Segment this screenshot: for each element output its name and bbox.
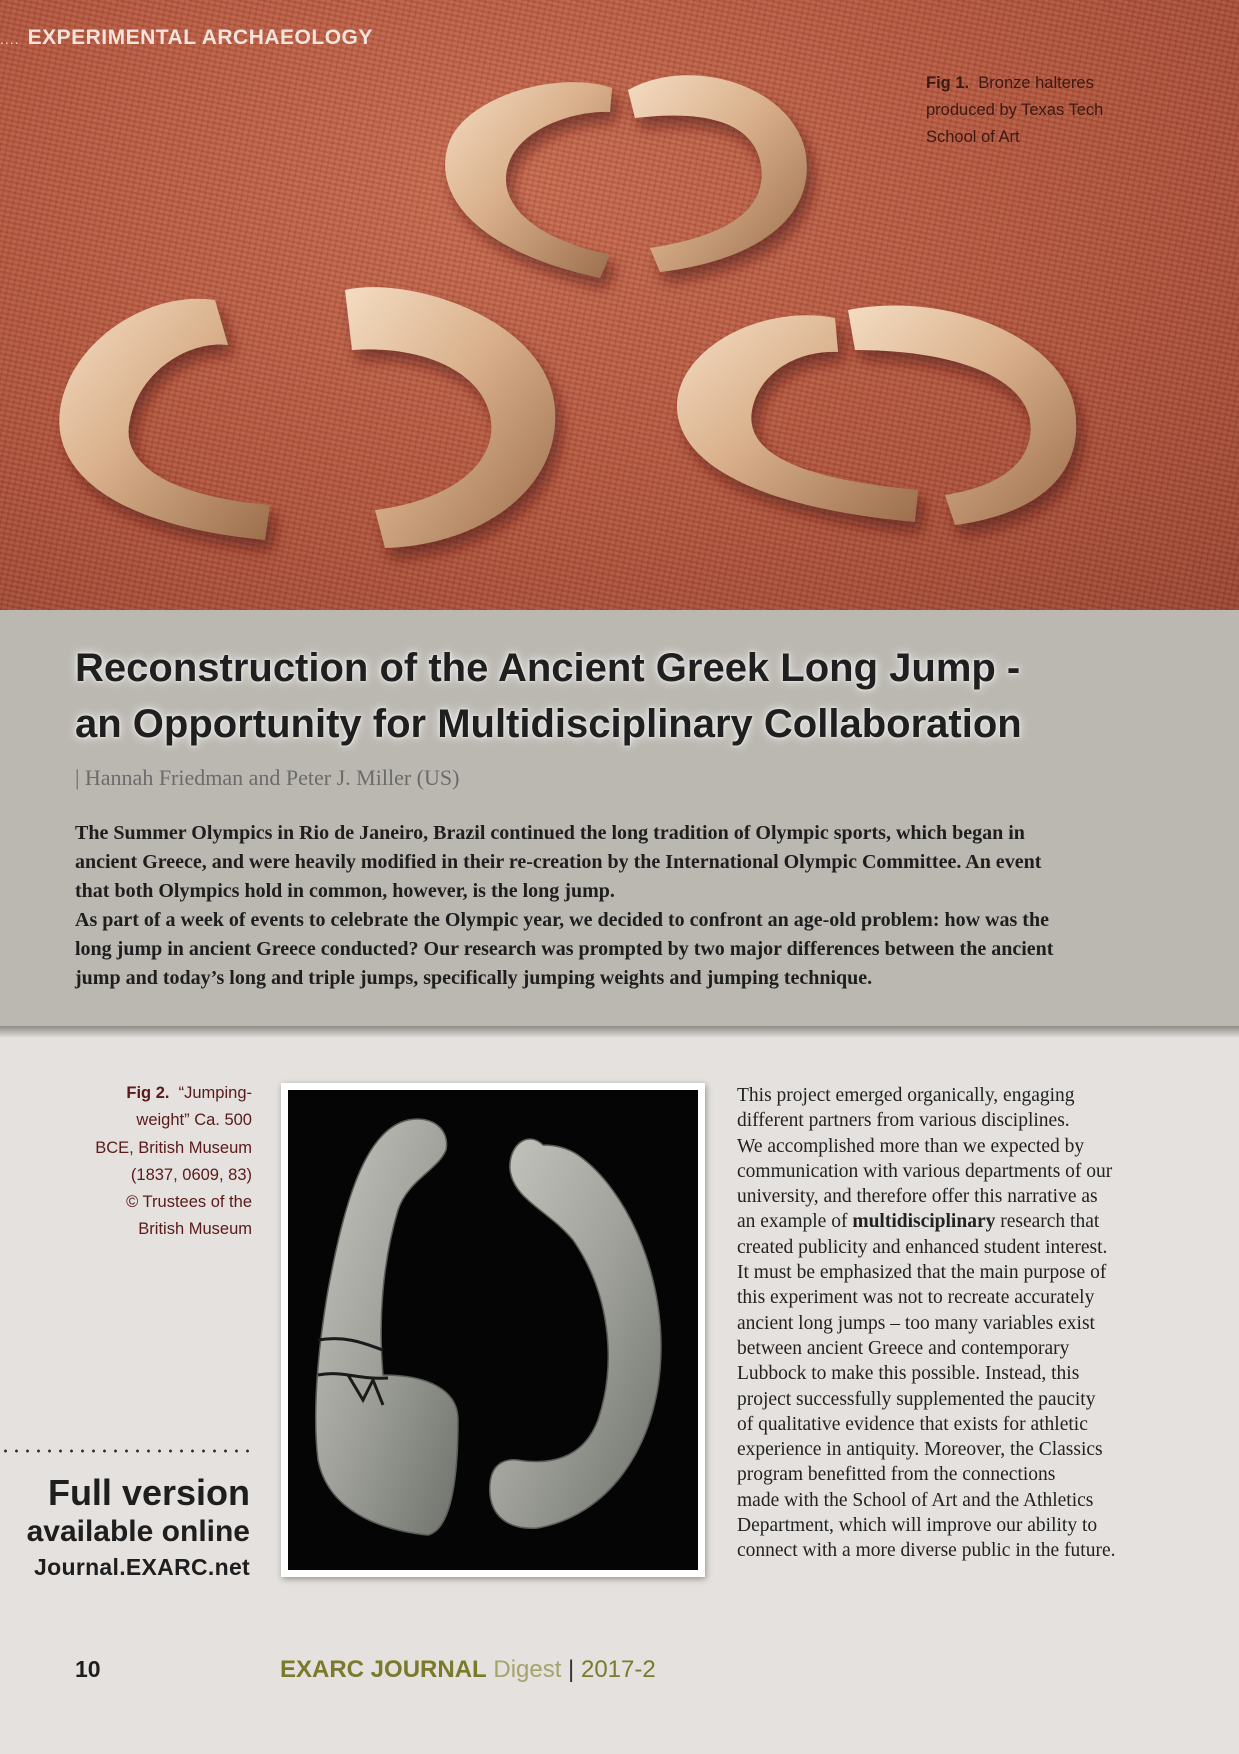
- fig2-caption-line: (1837, 0609, 83): [130, 1165, 252, 1184]
- fig1-label: Fig 1.: [926, 74, 970, 92]
- body-line-suffix: research that: [995, 1211, 1100, 1233]
- abstract-line: ancient Greece, and were heavily modified in their re-creation by the International Olympic Committee. An event: [75, 851, 1042, 873]
- article-authors: | Hannah Friedman and Peter J. Miller (US): [75, 765, 460, 790]
- jumping-weight-photo: [288, 1090, 698, 1570]
- article-title-line: Reconstruction of the Ancient Greek Long Jump -: [75, 646, 1021, 690]
- fig2-caption-line: British Museum: [138, 1220, 252, 1239]
- haltere-top-left: [445, 82, 612, 278]
- body-line: We accomplished more than we expected by: [737, 1135, 1085, 1157]
- body-line-prefix: an example of: [737, 1211, 853, 1233]
- section-label-text: EXPERIMENTAL ARCHAEOLOGY: [27, 26, 373, 49]
- abstract-line: long jump in ancient Greece conducted? Our research was prompted by two major differences between the ancient: [75, 938, 1054, 960]
- fig2-caption-line: BCE, British Museum: [95, 1138, 252, 1157]
- abstract-line: jump and today’s long and triple jumps, specifically jumping weights and jumping technique.: [75, 967, 873, 989]
- article-body: [737, 1083, 1157, 1564]
- promo-line-2: available online: [26, 1515, 250, 1548]
- body-line: made with the School of Art and the Athletics: [737, 1489, 1094, 1511]
- fig2-image-frame: [281, 1083, 705, 1577]
- footer-issue: 2017-2: [580, 1656, 656, 1683]
- body-line: This project emerged organically, engaging: [737, 1085, 1075, 1106]
- page-number: 10: [75, 1656, 101, 1682]
- abstract-line: that both Olympics hold in common, however, is the long jump.: [75, 880, 615, 902]
- fig1-caption-line: School of Art: [926, 128, 1020, 146]
- fig1-caption: [926, 70, 1156, 151]
- body-line: between ancient Greece and contemporary: [737, 1337, 1070, 1359]
- body-line: this experiment was not to recreate accurately: [737, 1287, 1095, 1309]
- body-line: created publicity and enhanced student interest.: [737, 1236, 1108, 1258]
- body-line: communication with various departments of our: [737, 1160, 1113, 1182]
- body-line: experience in antiquity. Moreover, the Classics: [737, 1439, 1103, 1461]
- dotted-divider: [0, 1449, 256, 1453]
- section-label: [0, 26, 373, 50]
- footer-journal: [280, 1656, 656, 1684]
- footer-journal-name: EXARC JOURNAL: [280, 1656, 487, 1683]
- jumping-weight-illustration: [288, 1090, 698, 1570]
- fig2-caption-line: “Jumping-: [178, 1084, 252, 1102]
- article-title: [75, 640, 1195, 752]
- jumping-weight-left-piece: [316, 1119, 458, 1535]
- fig1-caption-line: Bronze halteres: [978, 74, 1094, 92]
- article-title-line: an Opportunity for Multidisciplinary Collaboration: [75, 702, 1022, 746]
- promo-line-1: Full version: [47, 1472, 250, 1513]
- haltere-bottom-left-a: [59, 299, 270, 540]
- body-line: Department, which will improve our ability to: [737, 1515, 1098, 1537]
- abstract-line: The Summer Olympics in Rio de Janeiro, Brazil continued the long tradition of Olympic sports, which began in: [75, 822, 1025, 844]
- body-line: project successfully supplemented the paucity: [737, 1388, 1096, 1410]
- body-line: of qualitative evidence that exists for athletic: [737, 1413, 1088, 1435]
- jumping-weight-right-piece: [490, 1139, 661, 1528]
- haltere-bottom-left-b: [345, 287, 555, 548]
- hero-photo: [0, 0, 1239, 610]
- body-line: university, and therefore offer this narrative as: [737, 1186, 1098, 1208]
- band-divider: [0, 1026, 1239, 1038]
- fig1-caption-line: produced by Texas Tech: [926, 101, 1104, 119]
- body-line: different partners from various disciplines.: [737, 1110, 1070, 1132]
- article-abstract: [75, 819, 1175, 993]
- body-line: ancient long jumps – too many variables exist: [737, 1312, 1095, 1334]
- haltere-top-right: [628, 75, 807, 272]
- full-version-promo[interactable]: [0, 1472, 250, 1584]
- body-line: program benefitted from the connections: [737, 1464, 1056, 1486]
- footer-separator: |: [561, 1656, 581, 1683]
- abstract-line: As part of a week of events to celebrate the Olympic year, we decided to confront an age-old problem: how was the: [75, 909, 1049, 931]
- body-line: Lubbock to make this possible. Instead, this: [737, 1363, 1080, 1385]
- fig2-label: Fig 2.: [126, 1084, 170, 1102]
- section-dots: ....: [0, 31, 20, 47]
- body-bold-word: multidisciplinary: [852, 1211, 996, 1233]
- footer-digest: Digest: [486, 1656, 562, 1683]
- journal-url-link[interactable]: Journal.EXARC.net: [34, 1554, 250, 1580]
- body-line: It must be emphasized that the main purpose of: [737, 1262, 1107, 1284]
- fig2-caption: [60, 1080, 252, 1244]
- body-line: connect with a more diverse public in the future.: [737, 1540, 1116, 1562]
- fig2-caption-line: weight” Ca. 500: [136, 1111, 252, 1130]
- fig2-caption-line: © Trustees of the: [126, 1193, 252, 1212]
